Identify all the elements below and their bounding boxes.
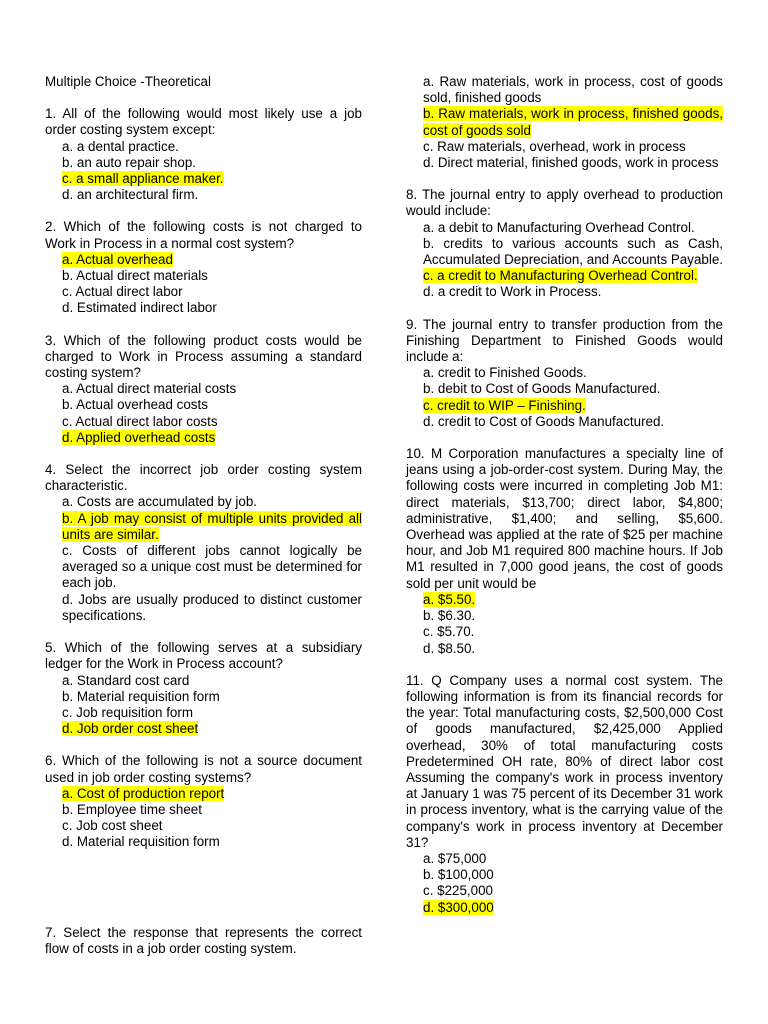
option-text: b. $6.30. <box>423 608 476 624</box>
option-text: a. Costs are accumulated by job. <box>62 494 258 510</box>
option-a <box>45 786 362 802</box>
question-7-stem <box>45 925 362 957</box>
question-stem: 9. The journal entry to transfer production from the Finishing Department to Finished Goods would include a: <box>406 316 723 365</box>
option-b <box>406 381 723 397</box>
option-a <box>406 851 723 867</box>
option-a <box>45 381 362 397</box>
option-a <box>45 494 362 510</box>
option-c <box>45 818 362 834</box>
question-stem: 3. Which of the following product costs would be charged to Work in Process assuming a standard costing system? <box>45 332 362 381</box>
option-text: c. Raw materials, overhead, work in process <box>423 138 686 154</box>
option-text: a. Standard cost card <box>62 672 190 688</box>
question-3 <box>45 333 362 446</box>
option-d <box>45 592 362 624</box>
option-text: d. an architectural firm. <box>62 187 199 203</box>
option-text: b. debit to Cost of Goods Manufactured. <box>423 381 661 397</box>
option-text: b. $100,000 <box>423 867 494 883</box>
option-b <box>45 268 362 284</box>
option-text: a. Cost of production report <box>62 785 225 801</box>
option-b <box>45 511 362 543</box>
option-text: c. Job cost sheet <box>62 818 163 834</box>
option-c <box>406 268 723 284</box>
option-text: a. Raw materials, work in process, cost of goods sold, finished goods <box>423 74 723 106</box>
option-d <box>406 641 723 657</box>
option-text: d. $300,000 <box>423 899 494 915</box>
option-a <box>45 139 362 155</box>
option-c <box>45 705 362 721</box>
option-text: d. Applied overhead costs <box>62 429 216 445</box>
question-10 <box>406 446 723 657</box>
question-11 <box>406 673 723 916</box>
option-list <box>406 220 723 301</box>
option-c <box>406 139 723 155</box>
question-stem: 1. All of the following would most likely use a job order costing system except: <box>45 106 362 138</box>
option-text: c. $5.70. <box>423 624 475 640</box>
question-8 <box>406 187 723 300</box>
option-c <box>45 414 362 430</box>
option-d <box>45 721 362 737</box>
option-text: a. Actual overhead <box>62 251 173 267</box>
question-stem: 11. Q Company uses a normal cost system. The following information is from its financial records for the year: Total manufacturing costs, $2,500,000 Cost of goods manufactured, $2,425,000 Applied overhead, 30% of total manufacturing costs Predetermined OH rate, 80% of direct labor cost Assuming the company's work in process inventory at January 1 was 75 percent of its December 31 work in process inventory, what is the carrying value of the company's work in process inventory at December 31? <box>406 672 723 850</box>
option-text: b. Material requisition form <box>62 688 220 704</box>
option-a <box>406 74 723 106</box>
option-text: d. credit to Cost of Goods Manufactured. <box>423 413 665 429</box>
option-list <box>45 139 362 204</box>
question-stem: 4. Select the incorrect job order costing system characteristic. <box>45 462 362 494</box>
option-text: a. $75,000 <box>423 850 487 866</box>
option-text: d. a credit to Work in Process. <box>423 284 602 300</box>
option-a <box>406 220 723 236</box>
option-text: c. credit to WIP – Finishing. <box>423 397 586 413</box>
option-d <box>45 430 362 446</box>
option-list <box>406 74 723 171</box>
option-list <box>45 494 362 624</box>
option-d <box>406 284 723 300</box>
question-stem: 6. Which of the following is not a source document used in job order costing systems? <box>45 753 362 785</box>
option-b <box>406 867 723 883</box>
option-c <box>406 398 723 414</box>
option-b <box>406 236 723 268</box>
option-c <box>45 543 362 592</box>
option-c <box>45 171 362 187</box>
option-text: a. Actual direct material costs <box>62 381 237 397</box>
option-d <box>45 300 362 316</box>
option-list <box>45 252 362 317</box>
question-5 <box>45 640 362 737</box>
option-list <box>45 673 362 738</box>
option-d <box>406 414 723 430</box>
option-text: d. $8.50. <box>423 640 476 656</box>
column-gap <box>45 867 362 925</box>
option-text: d. Material requisition form <box>62 834 220 850</box>
option-c <box>406 624 723 640</box>
option-list <box>45 381 362 446</box>
option-b <box>406 608 723 624</box>
option-text: c. Job requisition form <box>62 704 193 720</box>
option-text: b. A job may consist of multiple units provided all units are similar. <box>62 510 362 542</box>
option-text: b. an auto repair shop. <box>62 154 196 170</box>
option-text: c. a credit to Manufacturing Overhead Control. <box>423 268 698 284</box>
question-stem: 7. Select the response that represents the correct flow of costs in a job order costing system. <box>45 924 362 956</box>
document-heading: Multiple Choice -Theoretical <box>45 74 211 89</box>
option-text: d. Jobs are usually produced to distinct customer specifications. <box>62 591 362 623</box>
option-text: c. $225,000 <box>423 883 493 899</box>
option-b <box>406 106 723 138</box>
question-stem: 8. The journal entry to apply overhead to production would include: <box>406 187 723 219</box>
option-a <box>406 365 723 381</box>
question-7-options <box>406 74 723 171</box>
question-stem: 5. Which of the following serves at a subsidiary ledger for the Work in Process account? <box>45 640 362 672</box>
option-b <box>45 802 362 818</box>
option-text: c. Costs of different jobs cannot logically be averaged so a unique cost must be determined for each job. <box>62 543 362 591</box>
option-text: a. $5.50. <box>423 591 476 607</box>
option-d <box>406 900 723 916</box>
option-text: a. credit to Finished Goods. <box>423 365 587 381</box>
option-list <box>406 592 723 657</box>
question-1 <box>45 106 362 203</box>
option-text: b. Raw materials, work in process, finished goods, cost of goods sold <box>423 106 723 138</box>
option-d <box>406 155 723 171</box>
option-text: b. Actual overhead costs <box>62 397 208 413</box>
option-text: a. a dental practice. <box>62 138 179 154</box>
option-c <box>406 883 723 899</box>
option-text: c. Actual direct labor costs <box>62 413 218 429</box>
option-a <box>45 673 362 689</box>
option-a <box>406 592 723 608</box>
option-list <box>406 851 723 916</box>
option-d <box>45 834 362 850</box>
option-text: b. credits to various accounts such as Cash, Accumulated Depreciation, and Accounts Payable. <box>423 235 723 268</box>
option-text: d. Estimated indirect labor <box>62 300 217 316</box>
option-c <box>45 284 362 300</box>
option-a <box>45 252 362 268</box>
question-4 <box>45 462 362 624</box>
question-6 <box>45 753 362 850</box>
option-b <box>45 155 362 171</box>
option-text: b. Employee time sheet <box>62 801 202 817</box>
option-b <box>45 689 362 705</box>
option-text: b. Actual direct materials <box>62 268 208 284</box>
left-column <box>45 74 362 973</box>
option-text: c. a small appliance maker. <box>62 171 224 187</box>
option-list <box>406 365 723 430</box>
right-column <box>406 74 723 932</box>
question-9 <box>406 317 723 430</box>
option-text: a. a debit to Manufacturing Overhead Control. <box>423 219 695 235</box>
option-text: d. Direct material, finished goods, work in process <box>423 155 719 171</box>
option-text: c. Actual direct labor <box>62 284 183 300</box>
option-text: d. Job order cost sheet <box>62 721 199 737</box>
question-stem: 2. Which of the following costs is not charged to Work in Process in a normal cost system? <box>45 219 362 251</box>
question-2 <box>45 219 362 316</box>
question-stem: 10. M Corporation manufactures a specialty line of jeans using a job-order-cost system. During May, the following costs were incurred in completing Job M1: direct materials, $13,700; direct labor, $4,800; administrative, $1,400; and selling, $5,600. Overhead was applied at the rate of $25 per machine hour, and Job M1 required 800 machine hours. If Job M1 resulted in 7,000 good jeans, the cost of goods sold per unit would be <box>406 446 723 591</box>
option-b <box>45 397 362 413</box>
option-list <box>45 786 362 851</box>
option-d <box>45 187 362 203</box>
